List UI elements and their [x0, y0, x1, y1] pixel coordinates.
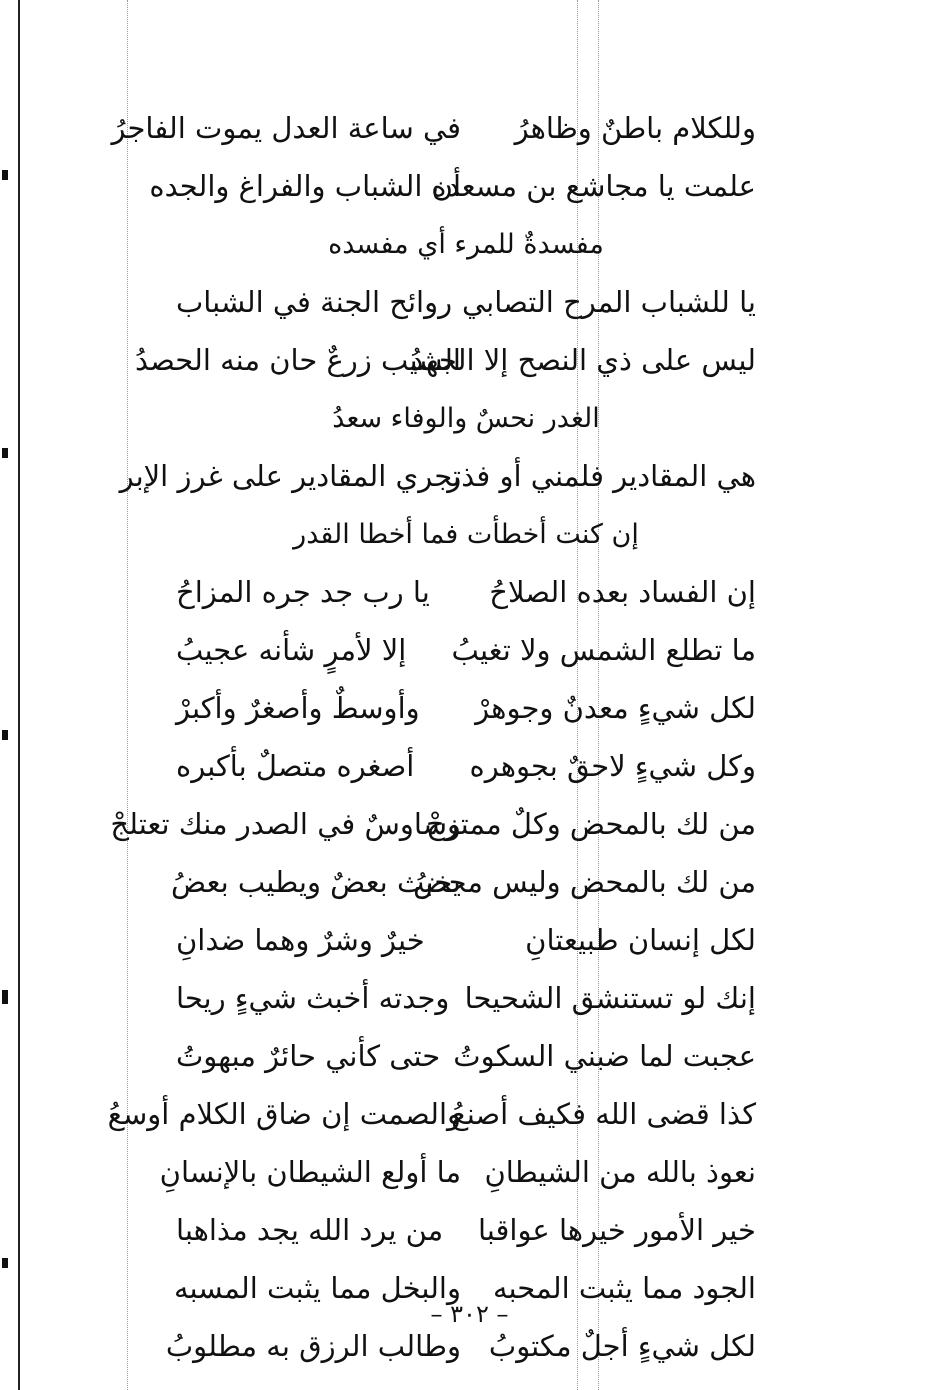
- second-hemistich: وجدته أخبث شيءٍ ريحا: [176, 981, 450, 1016]
- first-hemistich: خير الأمور خيرها عواقبا: [477, 1213, 756, 1248]
- verse-couplet: [176, 738, 756, 796]
- verse-couplet: [176, 680, 756, 738]
- first-hemistich: وللكلام باطنٌ وظاهرُ: [514, 111, 756, 146]
- first-hemistich: الجود مما يثبت المحبه: [492, 1271, 756, 1306]
- verse-couplet: [119, 448, 756, 506]
- verse-single-line: [176, 506, 756, 564]
- first-hemistich: لكل إنسان طبيعتانِ: [525, 923, 756, 958]
- verse-couplet: [171, 854, 756, 912]
- verse-single-line: [176, 390, 756, 448]
- second-hemistich: إلا لأمرٍ شأنه عجيبُ: [176, 633, 407, 668]
- second-hemistich: ما أولع الشيطان بالإنسانِ: [159, 1155, 461, 1190]
- verse-couplet: [134, 332, 756, 390]
- second-hemistich: حتى كأني حائرٌ مبهوتُ: [176, 1039, 441, 1074]
- verse-couplet: [176, 274, 756, 332]
- page-number: – ٣٠٢ –: [430, 1300, 509, 1328]
- verse-couplet: [110, 796, 756, 854]
- second-hemistich: روائح الجنة في الشباب: [176, 285, 453, 320]
- scan-edge-mark: [2, 730, 8, 740]
- scan-edge-mark: [2, 170, 8, 180]
- verse-couplet: [176, 970, 756, 1028]
- second-hemistich: وطالب الرزق به مطلوبُ: [165, 1329, 461, 1364]
- scan-dotted-line: [127, 0, 128, 1390]
- second-hemistich: والبخل مما يثبت المسبه: [174, 1271, 461, 1306]
- verse-couplet: [176, 1028, 756, 1086]
- first-hemistich: لكل شيءٍ أجلٌ مكتوبُ: [488, 1329, 756, 1364]
- scan-edge-mark: [2, 990, 8, 1004]
- second-hemistich: من يرد الله يجد مذاهبا: [176, 1213, 444, 1248]
- first-hemistich: نعوذ بالله من الشيطانِ: [484, 1155, 756, 1190]
- poem-body: [107, 100, 756, 1376]
- second-hemistich: الشيب زرعٌ حان منه الحصدُ: [134, 343, 461, 378]
- second-hemistich: خيرٌ وشرٌ وهما ضدانِ: [176, 923, 425, 958]
- second-hemistich: يخبث بعضٌ ويطيب بعضُ: [171, 865, 461, 900]
- verse-couplet: [176, 622, 756, 680]
- scan-edge-mark: [2, 448, 8, 458]
- first-hemistich: يا للشباب المرح التصابي: [461, 285, 756, 320]
- second-hemistich: يا رب جد جره المزاحُ: [176, 575, 430, 610]
- verse-couplet: [107, 1086, 756, 1144]
- first-hemistich: علمت يا مجاشع بن مسعده: [431, 169, 756, 204]
- binding-rule: [18, 0, 20, 1390]
- verse-couplet: [176, 1202, 756, 1260]
- first-hemistich: وكل شيءٍ لاحقٌ بجوهره: [469, 749, 756, 784]
- first-hemistich: ما تطلع الشمس ولا تغيبُ: [451, 633, 756, 668]
- second-hemistich: وأوسطٌ وأصغرٌ وأكبرْ: [176, 691, 420, 726]
- verse-couplet: [176, 564, 756, 622]
- first-hemistich: كذا قضى الله فكيف أصنعُ: [451, 1097, 756, 1132]
- verse-single-line: [176, 216, 756, 274]
- first-hemistich: إن الفساد بعده الصلاحُ: [489, 575, 756, 610]
- verse-couplet: [159, 1144, 756, 1202]
- verse-couplet: [176, 912, 756, 970]
- first-hemistich: من لك بالمحض وليس محضُ: [413, 865, 756, 900]
- first-hemistich: عجبت لما ضبني السكوتُ: [453, 1039, 756, 1074]
- second-hemistich: في ساعة العدل يموت الفاجرُ: [111, 111, 461, 146]
- first-hemistich: هي المقادير فلمني أو فذر: [447, 459, 756, 494]
- second-hemistich: أن الشباب والفراغ والجده: [149, 169, 461, 204]
- verse-text: الغدر نحسٌ والوفاء سعدُ: [332, 403, 600, 435]
- verse-text: مفسدةٌ للمرء أي مفسده: [328, 229, 604, 261]
- second-hemistich: أصغره متصلٌ بأكبره: [176, 749, 415, 784]
- first-hemistich: لكل شيءٍ معدنٌ وجوهرْ: [475, 691, 756, 726]
- first-hemistich: ليس على ذي النصح إلا الجهدُ: [410, 343, 756, 378]
- second-hemistich: تجري المقادير على غرز الإبر: [119, 459, 461, 494]
- verse-couplet: [111, 100, 756, 158]
- verse-text: إن كنت أخطأت فما أخطا القدر: [293, 519, 639, 551]
- second-hemistich: وساوسٌ في الصدر منك تعتلجْ: [110, 807, 461, 842]
- first-hemistich: إنك لو تستنشق الشحيحا: [464, 981, 756, 1016]
- first-hemistich: من لك بالمحض وكلٌ ممتزجْ: [425, 807, 756, 842]
- verse-couplet: [149, 158, 756, 216]
- second-hemistich: والصمت إن ضاق الكلام أوسعُ: [107, 1097, 461, 1132]
- scan-edge-mark: [2, 1258, 8, 1268]
